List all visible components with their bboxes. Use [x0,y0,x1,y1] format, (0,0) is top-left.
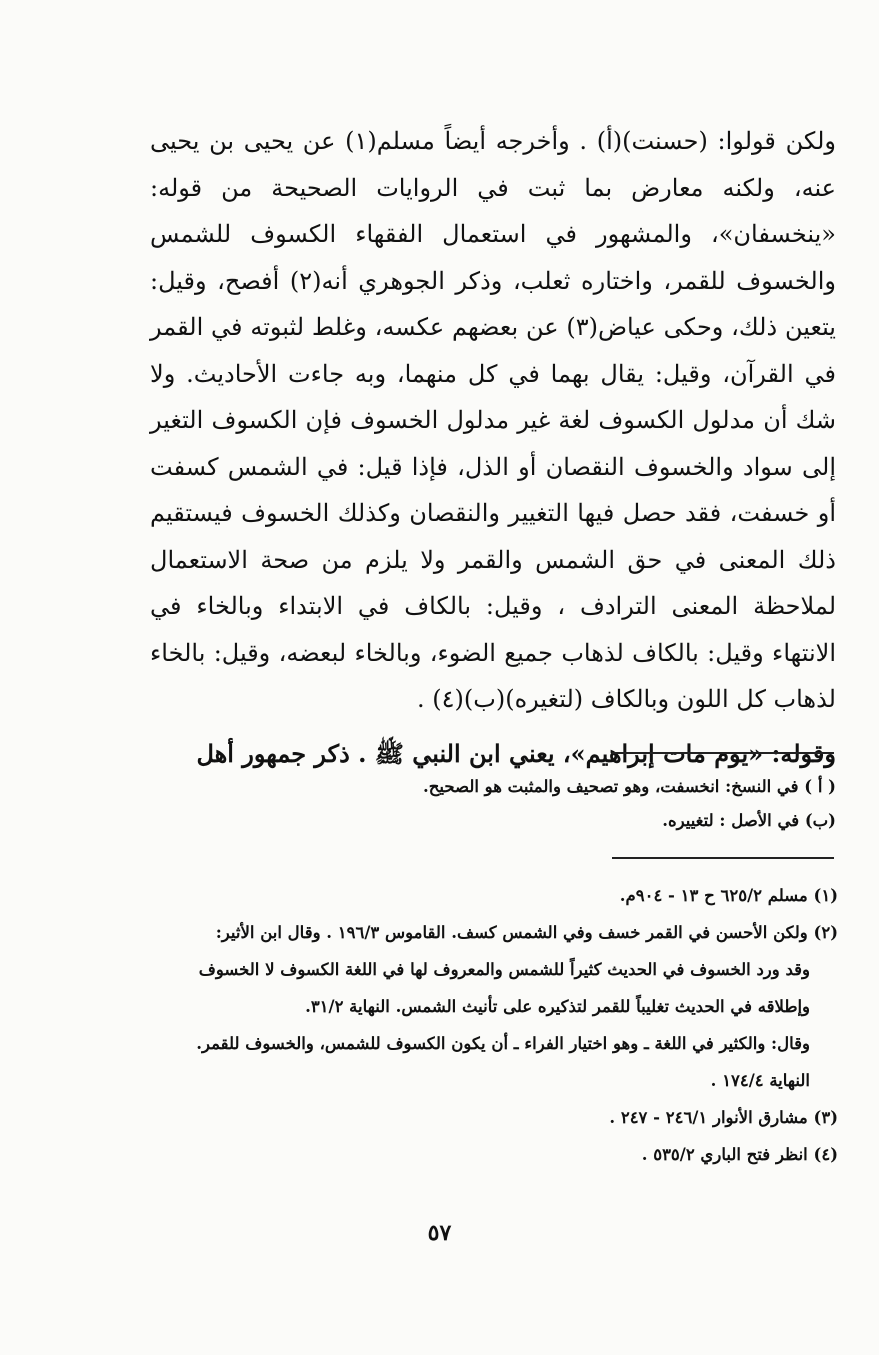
variant-notes [150,770,836,838]
footnote-continuation: وقد ورد الخسوف في الحديث كثيراً للشمس والمعروف لها في اللغة الكسوف لا الخسوف [198,960,810,979]
footnote: (٣) مشارق الأنوار ٢٤٦/١ - ٢٤٧ . [609,1108,838,1127]
variant-note: ( أ ) في النسخ: انخسفت، وهو تصحيف والمثبت هو الصحيح. [422,777,836,796]
page-number: ٥٧ [427,1220,452,1246]
footnote: (١) مسلم ٦٢٥/٢ ح ١٣ - ٩٠٤م. [619,886,838,905]
footnote-continuation: وقال: والكثير في اللغة ـ وهو اختيار الفراء ـ أن يكون الكسوف للشمس، والخسوف للقمر. [196,1034,810,1053]
variant-notes-divider [612,752,834,754]
variant-note: (ب) في الأصل : لتغييره. [662,811,836,830]
body-paragraph-1: ولكن قولوا: (حسنت)(أ) . وأخرجه أيضاً مسلم(١) عن يحيى بن يحيى عنه، ولكنه معارض بما ثبت في الروايات الصحيحة من قوله: «ينخسفان»، والمشهور في استعمال الفقهاء الكسوف للشمس والخسوف للقمر، واختاره ثعلب، وذكر الجوهري أنه(٢) أفصح، وقيل: يتعين ذلك، وحكى عياض(٣) عن بعضهم عكسه، وغلط لثبوته في القمر في القرآن، وقيل: يقال بهما في كل منهما، وبه جاءت الأحاديث. ولا شك أن مدلول الكسوف لغة غير مدلول الخسوف فإن الكسوف التغير إلى سواد والخسوف النقصان أو الذل، فإذا قيل: في الشمس كسفت أو خسفت، فقد حصل فيها التغيير والنقصان وكذلك الخسوف فيستقيم ذلك المعنى في حق الشمس والقمر ولا يلزم من صحة الاستعمال لملاحظة المعنى الترادف ، وقيل: بالكاف في الابتداء وبالخاء في الانتهاء وقيل: بالكاف لذهاب جميع الضوء، وبالخاء لبعضه، وقيل: بالخاء لذهاب كل اللون وبالكاف (لتغيره)(ب)(٤) . [150,127,836,713]
footnote: (٤) انظر فتح الباري ٥٣٥/٢ . [641,1145,838,1164]
footnote-continuation: وإطلاقه في الحديث تغليباً للقمر لتذكيره على تأنيث الشمس. النهاية ٣١/٢. [305,997,810,1016]
main-text [150,118,836,777]
footnotes [150,877,838,1173]
body-paragraph-2: وقوله: «يوم مات إبراهيم»، يعني ابن النبي ﷺ . ذكر جمهور أهل [196,738,836,768]
footnotes-divider [612,857,834,859]
footnote: (٢) ولكن الأحسن في القمر خسف وفي الشمس كسف. القاموس ١٩٦/٣ . وقال ابن الأثير: [215,923,838,942]
footnote-continuation: النهاية ١٧٤/٤ . [710,1071,810,1090]
